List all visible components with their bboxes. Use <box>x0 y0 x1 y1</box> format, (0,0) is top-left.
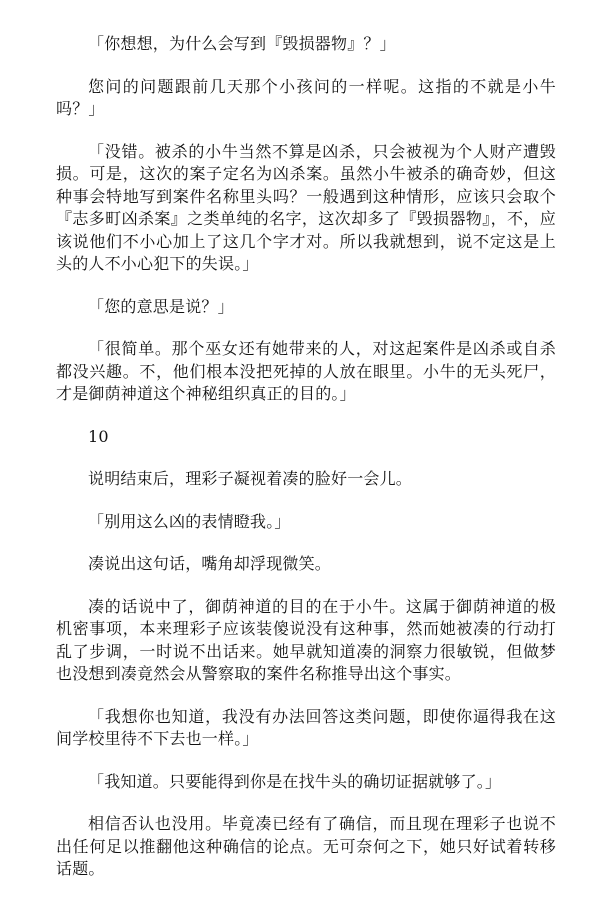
document-body <box>56 33 556 901</box>
paragraph-5: 「很简单。那个巫女还有她带来的人，对这起案件是凶杀或自杀都没兴趣。不，他们根本没把死掉的人放在眼里。小牛的无头死尸，才是御荫神道这个神秘组织真正的目的。」 <box>56 339 556 403</box>
paragraph-4: 「您的意思是说？」 <box>88 296 234 316</box>
paragraph-1: 「你想想，为什么会写到『毁损器物』？」 <box>88 34 396 53</box>
section-number: 10 <box>88 426 109 446</box>
paragraph-9: 凑的话说中了，御荫神道的目的在于小牛。这属于御荫神道的极机密事项，本来理彩子应该装傻说没有这种事，然而她被凑的行动打乱了步调，一时说不出话来。她早就知道凑的洞察力很敏锐，但做梦也没想到凑竟然会从警察取的案件名称推导出这个事实。 <box>56 596 556 683</box>
paragraph-3: 「没错。被杀的小牛当然不算是凶杀，只会被视为个人财产遭毁损。可是，这次的案子定名为凶杀案。虽然小牛被杀的确奇妙，但这种事会特地写到案件名称里头吗？一般遇到这种情形，应该只会取个『志多町凶杀案』之类单纯的名字，这次却多了『毁损器物』，不，应该说他们不小心加上了这几个字才对。所以我就想到，说不定这是上头的人不小心犯下的失误。」 <box>56 141 556 273</box>
paragraph-6: 说明结束后，理彩子凝视着凑的脸好一会儿。 <box>88 469 413 488</box>
paragraph-7: 「别用这么凶的表情瞪我。」 <box>88 511 291 531</box>
paragraph-2: 您问的问题跟前几天那个小孩问的一样呢。这指的不就是小牛吗？」 <box>56 76 556 118</box>
paragraph-11: 「我知道。只要能得到你是在找牛头的确切证据就够了。」 <box>88 771 502 791</box>
paragraph-10: 「我想你也知道，我没有办法回答这类问题，即使你逼得我在这间学校里待不下去也一样。」 <box>56 706 556 748</box>
paragraph-12: 相信否认也没用。毕竟凑已经有了确信，而且现在理彩子也说不出任何足以推翻他这种确信的论点。无可奈何之下，她只好试着转移话题。 <box>56 814 556 878</box>
paragraph-8: 凑说出这句话，嘴角却浮现微笑。 <box>88 554 332 573</box>
